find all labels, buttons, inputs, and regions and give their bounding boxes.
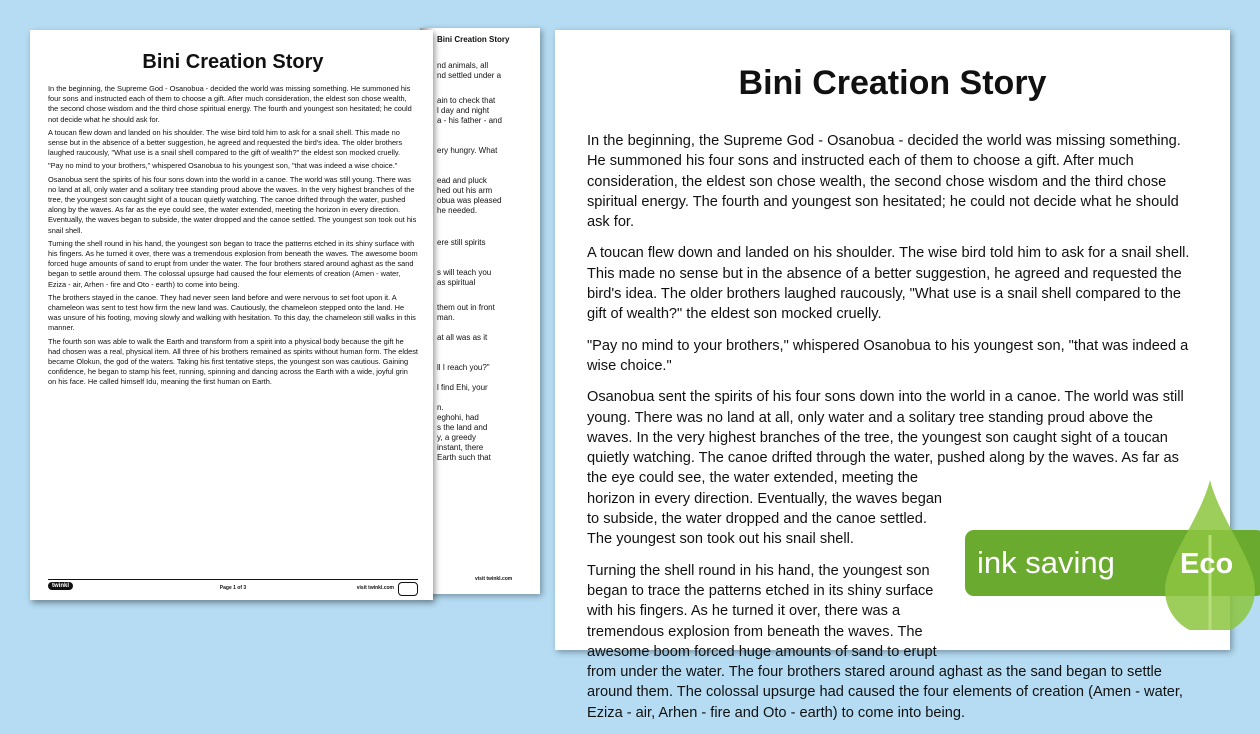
page-number: Page 1 of 3	[219, 585, 247, 591]
page-title-large: Bini Creation Story	[738, 64, 1047, 102]
paragraph: "Pay no mind to your brothers," whispered Osanobua to his youngest son, "that was indeed a wise choice."	[48, 161, 398, 171]
back-page-visit: visit twinkl.com	[475, 576, 513, 582]
back-page-text-fragment: ain to check that	[437, 96, 496, 105]
twinkl-logo: twinkl	[48, 582, 73, 590]
back-page-text-fragment: n.	[437, 403, 444, 412]
paragraph: A toucan flew down and landed on his shoulder. The wise bird told him to ask for a snail shell. This made no sense but in the absence of a better suggestion, he agreed and requested the bird's idea. The older brothers laughed raucously, "What use is a snail shell compared to the gift of wealth?" the eldest son mocked cruelly.	[587, 245, 1190, 323]
paragraph: The fourth son was able to walk the Earth and transform from a spirit into a physical body because the gift he had chosen was a real, physical item. All three of his brothers remained as spirits without human form. The eldest became Olokun, the god of the waters. Taking his first tentative steps, the youngest son was cautious. Gaining confidence, he began to stamp his feet, running, spinning and dancing across the Earth with a wide, joyful grin on his face. He called himself Idu, meaning the first human on Earth.	[48, 336, 418, 387]
back-page-text-fragment: ll I reach you?"	[437, 363, 490, 372]
paragraph: The brothers stayed in the canoe. They had never seen land before and were nervous to set foot upon it. A chameleon was sent to test how firm the new land was. Cautiously, the chameleon stepped onto the land. He was unsure of his footing, moving slowly and walking with hesitation. To this day, the chameleon still walks in this manner.	[48, 292, 416, 333]
back-page-text-fragment: l find Ehi, your	[437, 383, 488, 392]
paragraph: "Pay no mind to your brothers," whispered Osanobua to his youngest son, "that was indeed a wise choice."	[587, 337, 1189, 374]
back-page-text-fragment: nd settled under a	[437, 71, 502, 80]
back-page-text-fragment: a - his father - and	[437, 116, 502, 125]
back-page-text-fragment: eghohi, had	[437, 413, 479, 422]
back-page-text-fragment: nd animals, all	[437, 61, 489, 70]
paragraph: In the beginning, the Supreme God - Osanobua - decided the world was missing something. He summoned his four sons and instructed each of them to choose a gift. After much consideration, the eldest son chose wealth, the second chose wisdom and the third chose spiritual energy. The fourth and youngest son hesitated; he could not decide what he should ask for.	[587, 133, 1181, 231]
back-page-text-fragment: he needed.	[437, 206, 478, 215]
paragraph: Osanobua sent the spirits of his four sons down into the world in a canoe. The world was still young. There was no land at all, only water and a solitary tree standing proud above the waves. In the very highest branches of the tree, the youngest son caught sight of a toucan quietly watching. The canoe drifted through the water, pushed along by the waves. As far as the eye could see, the water extended, meeting the horizon in every direction. Eventually, the waves began to subside, the water dropped and the canoe settled. The youngest son took out his snail shell.	[587, 389, 1184, 548]
visit-link: visit twinkl.com	[356, 585, 394, 591]
back-page-text-fragment: s the land and	[437, 423, 488, 432]
back-page-text-fragment: them out in front	[437, 303, 495, 312]
back-page-preview	[420, 28, 540, 594]
story-body-large	[587, 131, 1199, 734]
back-page-text-fragment: man.	[437, 313, 455, 322]
back-page-text-fragment: s will teach you	[437, 268, 492, 277]
story-body-small	[48, 84, 418, 391]
back-page-text-fragment: as spiritual	[437, 278, 476, 287]
footer-divider	[48, 579, 418, 580]
back-page-title: Bini Creation Story	[437, 35, 510, 44]
back-page-text-fragment: l day and night	[437, 106, 490, 115]
eco-label: Eco	[1180, 548, 1234, 580]
paragraph: Turning the shell round in his hand, the youngest son began to trace the patterns etched in its shiny surface with his fingers. As he turned it over, there was a tremendous explosion from beneath the waves. The awesome boom forced huge amounts of sand to erupt from under the water. The four brothers stared around aghast as the sand began to settle around them. The colossal upsurge had caused the four elements of creation (Amen - water, Eziza - air, Arhen - fire and Oto - earth) to come into being.	[587, 562, 1183, 721]
ink-saving-label: ink saving	[977, 545, 1115, 580]
paragraph: Osanobua sent the spirits of his four sons down into the world in a canoe. The world was still young. There was no land at all, only water and a solitary tree standing proud above the waves. In the very highest branches of the tree, the youngest son caught sight of a toucan quietly watching. The canoe drifted through the water, pushed along by the waves. As far as the eye could see, the water extended, meeting the horizon in every direction. Eventually, the waves began to subside, the water dropped and the canoe settled. The youngest son took out his snail shell.	[48, 174, 417, 235]
back-page-text-fragment: obua was pleased	[437, 196, 502, 205]
quality-badge-icon	[398, 582, 418, 596]
ink-saving-eco-badge	[965, 480, 1260, 630]
page-thumbnail	[30, 30, 433, 600]
back-page-text-fragment: y, a greedy	[437, 433, 476, 442]
back-page-text-fragment: hed out his arm	[437, 186, 493, 195]
back-page-text-fragment: Earth such that	[437, 453, 491, 462]
back-page-text-fragment: instant, there	[437, 443, 484, 452]
page-title: Bini Creation Story	[142, 51, 324, 73]
back-page-text-fragment: at all was as it	[437, 333, 488, 342]
paragraph: In the beginning, the Supreme God - Osanobua - decided the world was missing something. He summoned his four sons and instructed each of them to choose a gift. After much consideration, the eldest son chose wealth, the second chose wisdom and the third chose spiritual energy. The fourth and youngest son hesitated; he could not decide what he should ask for.	[48, 84, 412, 124]
back-page-text-fragment: ere still spirits	[437, 238, 486, 247]
page-footer	[48, 582, 418, 596]
paragraph: A toucan flew down and landed on his shoulder. The wise bird told him to ask for a snail shell. This made no sense but in the absence of a better suggestion, he agreed and requested the bird's idea. The older brothers laughed raucously, "What use is a snail shell compared to the gift of wealth?" the eldest son mocked cruelly.	[48, 127, 403, 158]
back-page-text-fragment: ery hungry. What	[437, 146, 498, 155]
back-page-text-fragment: ead and pluck	[437, 176, 487, 185]
paragraph: Turning the shell round in his hand, the youngest son began to trace the patterns etched in its shiny surface with his fingers. As he turned it over, there was a tremendous explosion from beneath the waves. The awesome boom forced huge amounts of sand to erupt from under the water. The four brothers stared around aghast as the sand began to settle around them. The colossal upsurge had caused the four elements of creation (Amen - water, Eziza - air, Arhen - fire and Oto - earth) to come into being.	[48, 238, 418, 289]
